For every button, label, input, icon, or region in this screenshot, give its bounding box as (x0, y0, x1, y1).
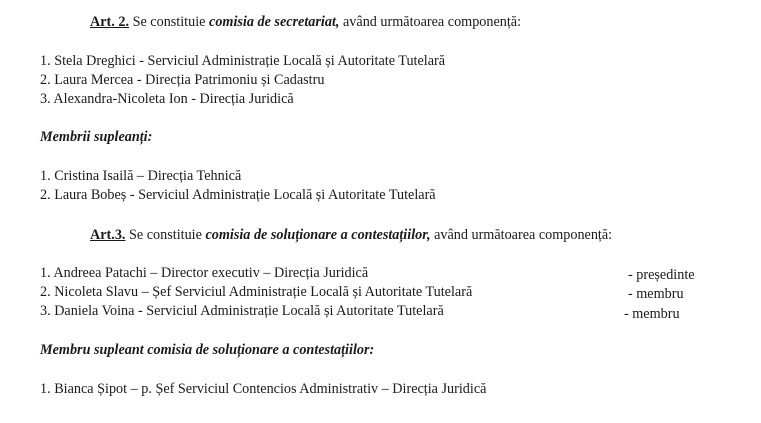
art3-label: Art.3. (90, 227, 126, 243)
art2-paragraph (90, 15, 521, 29)
art2-member-1: 1. Stela Dreghici - Serviciul Administrație Locală și Autoritate Tutelară (40, 53, 446, 69)
art3-member-2-role: - membru (628, 286, 684, 302)
art3-member-3: 3. Daniela Voina - Serviciul Administrație Locală și Autoritate Tutelară (40, 303, 444, 319)
art3-member-3-role: - membru (624, 306, 680, 322)
art2-label: Art. 2. (90, 14, 130, 30)
art3-text-before: Se constituie (125, 227, 206, 243)
alternate-art3-heading-colon: : (369, 342, 375, 358)
art2-member-2: 2. Laura Mercea - Direcția Patrimoniu și Cadastru (40, 72, 325, 88)
art2-text-after: având următoarea componență: (339, 14, 522, 30)
alternate-member-2: 2. Laura Bobeș - Serviciul Administrație Locală și Autoritate Tutelară (40, 187, 436, 203)
art2-member-3: 3. Alexandra-Nicoleta Ion - Direcția Juridică (40, 91, 294, 107)
alternates-heading: Membrii supleanți: (40, 129, 153, 145)
art2-text-before: Se constituie (129, 14, 210, 30)
art3-commission-name: comisia de soluționare a contestațiilor, (205, 227, 431, 243)
alternate-member-1: 1. Cristina Isailă – Direcția Tehnică (40, 168, 242, 184)
alternate-art3-heading-text: Membru supleant comisia de soluționare a contestațiilor (40, 342, 370, 358)
art3-text-after: având următoarea componență: (430, 227, 613, 243)
art3-member-1: 1. Andreea Patachi – Director executiv – Direcția Juridică (40, 265, 369, 281)
art3-member-2: 2. Nicoleta Slavu – Șef Serviciul Administrație Locală și Autoritate Tutelară (40, 284, 473, 300)
alternate-art3-member-1: 1. Bianca Șipot – p. Șef Serviciul Contencios Administrativ – Direcția Juridică (40, 381, 487, 397)
art3-member-1-role: - președinte (628, 267, 695, 283)
art3-paragraph (90, 228, 612, 242)
alternate-art3-heading (40, 343, 374, 357)
art2-commission-name: comisia de secretariat, (209, 14, 340, 30)
